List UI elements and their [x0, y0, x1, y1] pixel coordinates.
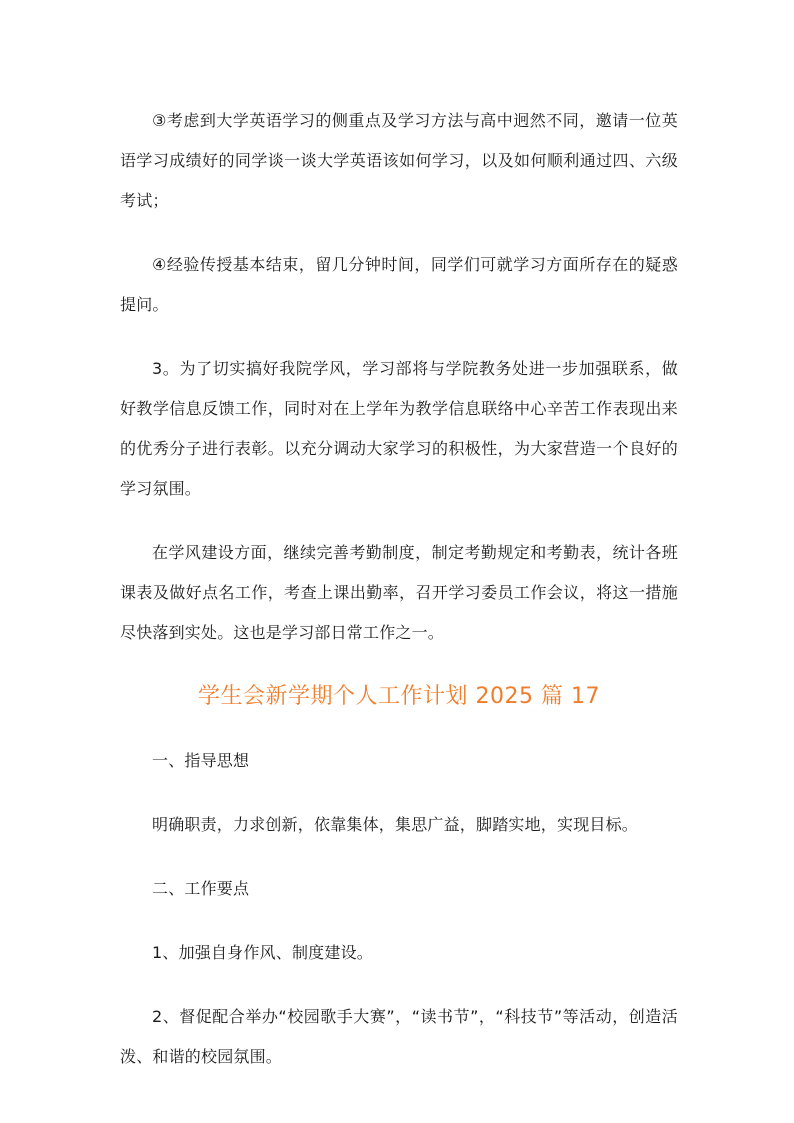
- paragraph-attendance: 在学风建设方面，继续完善考勤制度，制定考勤规定和考勤表，统计各班课表及做好点名工作，考查上课出勤率，召开学习委员工作会议，将这一措施尽快落到实处。这也是学习部日常工作之一。: [120, 543, 678, 642]
- paragraph-principle: 明确职责，力求创新，依靠集体，集思广益，脚踏实地，实现目标。: [152, 815, 639, 834]
- heading-guiding-principle: 一、指导思想: [152, 751, 250, 770]
- paragraph-english-study: ③考虑到大学英语学习的侧重点及学习方法与高中迥然不同，邀请一位英语学习成绩好的同学谈一谈大学英语该如何学习，以及如何顺利通过四、六级考试；: [120, 111, 678, 210]
- list-item: 2、督促配合举办“校园歌手大赛”，“读书节”，“科技节”等活动，创造活泼、和谐的校园氛围。: [120, 1007, 678, 1066]
- section-title: 学生会新学期个人工作计划 2025 篇 17: [198, 684, 600, 709]
- document-body: [120, 101, 678, 1077]
- paragraph-experience-qa: ④经验传授基本结束，留几分钟时间，同学们可就学习方面所存在的疑惑提问。: [120, 255, 678, 314]
- list-item: 1、加强自身作风、制度建设。: [152, 943, 373, 962]
- paragraph-study-atmosphere: 3。为了切实搞好我院学风，学习部将与学院教务处进一步加强联系，做好教学信息反馈工作，同时对在上学年为教学信息联络中心辛苦工作表现出来的优秀分子进行表彰。以充分调动大家学习的积极性，为大家营造一个良好的学习氛围。: [120, 359, 678, 498]
- heading-work-points: 二、工作要点: [152, 879, 250, 898]
